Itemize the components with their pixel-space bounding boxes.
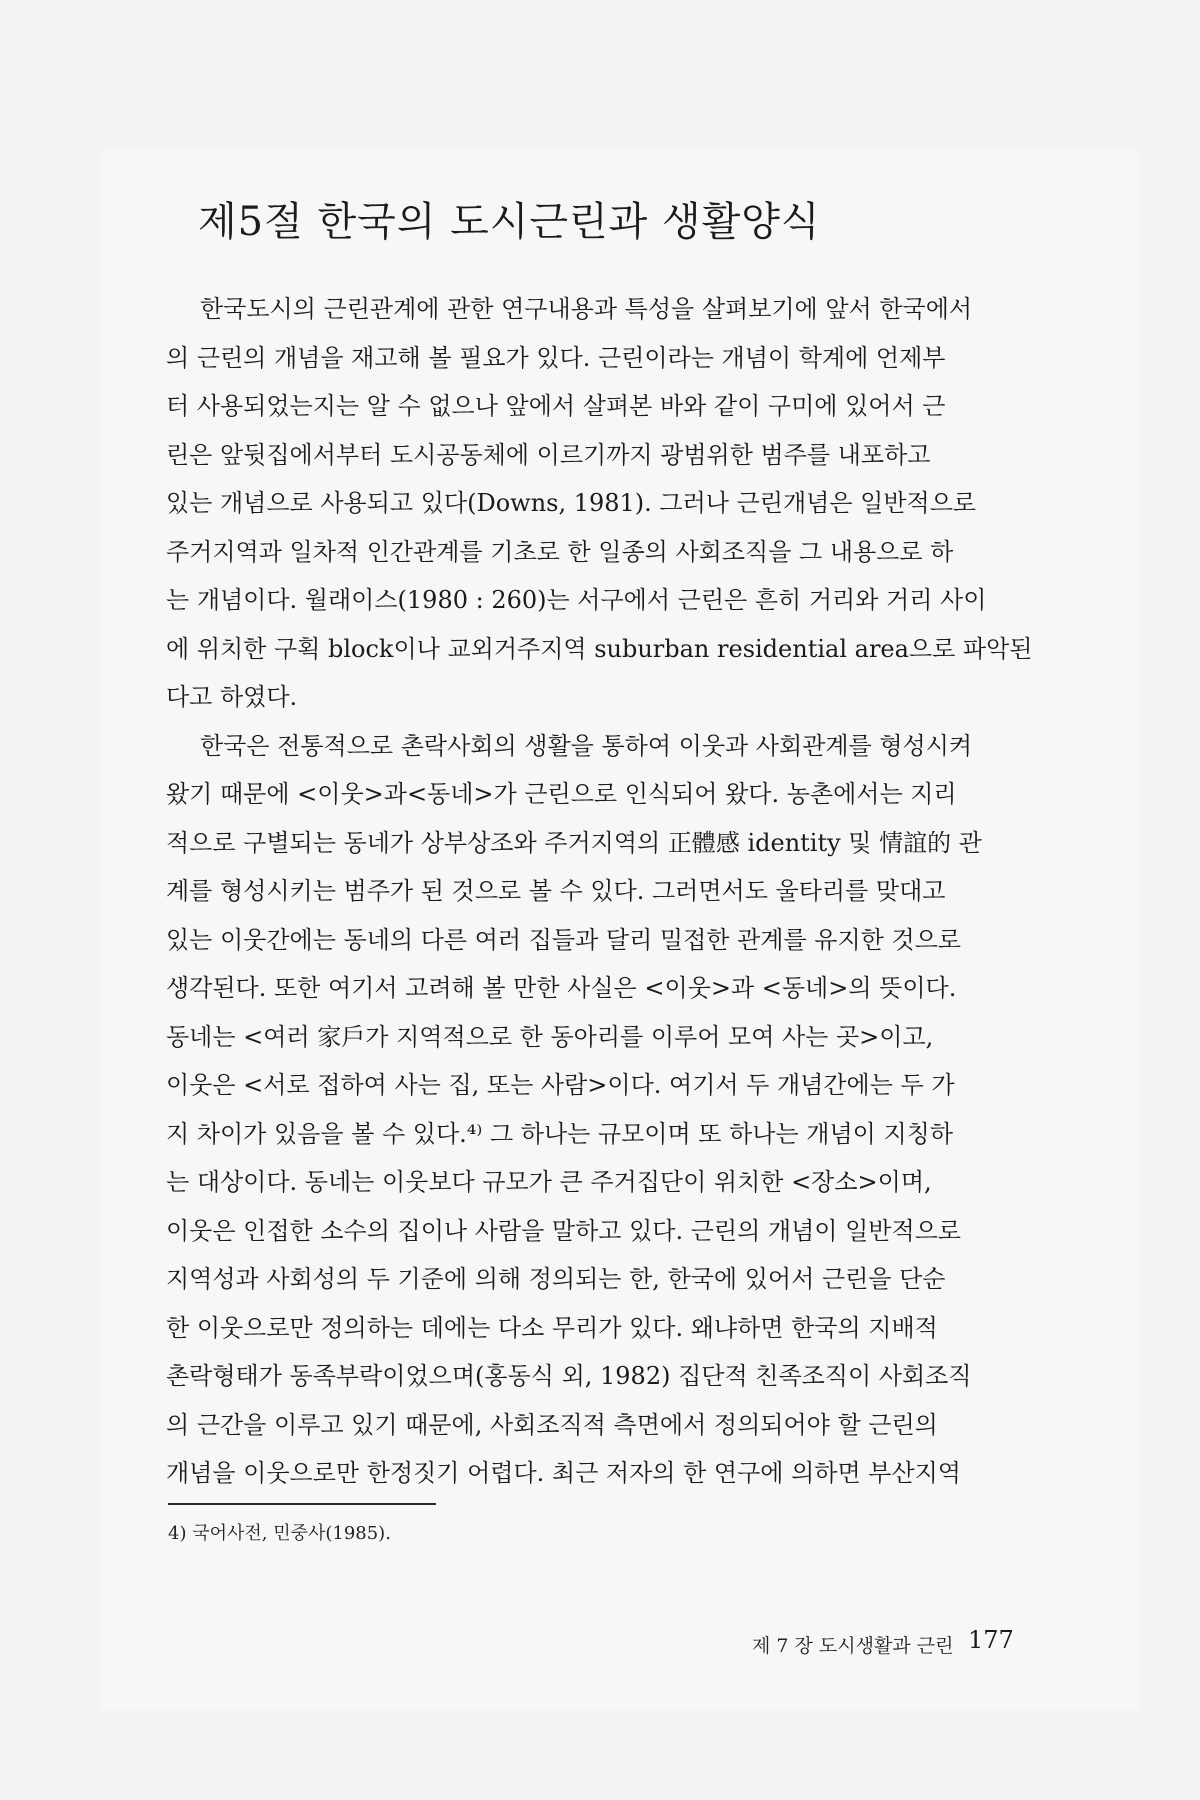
text-line: 개념을 이웃으로만 한정짓기 어렵다. 최근 저자의 한 연구에 의하면 부산지역 [166, 1459, 961, 1487]
text-line: 한국은 전통적으로 촌락사회의 생활을 통하여 이웃과 사회관계를 형성시켜 [200, 731, 973, 760]
text-line: 왔기 때문에 <이웃>과<동네>가 근린으로 인식되어 왔다. 농촌에서는 지리 [166, 780, 957, 808]
text-line: 의 근린의 개념을 재고해 볼 필요가 있다. 근린이라는 개념이 학계에 언제부 [166, 343, 946, 372]
footnote-rule [168, 1503, 436, 1505]
text-line: 한 이웃으로만 정의하는 데에는 다소 무리가 있다. 왜냐하면 한국의 지배적 [166, 1313, 938, 1342]
text-line: 있는 이웃간에는 동네의 다른 여러 집들과 달리 밀접한 관계를 유지한 것으로 [166, 925, 961, 954]
text-line: 적으로 구별되는 동네가 상부상조와 주거지역의 正體感 identity 및 情誼的 관 [166, 828, 982, 857]
footnote: 4) 국어사전, 민중사(1985). [168, 1523, 391, 1544]
text-line: 동네는 <여러 家戶가 지역적으로 한 동아리를 이루어 모여 사는 곳>이고, [166, 1022, 934, 1051]
page-number: 177 [968, 1626, 1014, 1654]
text-line: 린은 앞뒷집에서부터 도시공동체에 이르기까지 광범위한 범주를 내포하고 [166, 440, 931, 469]
text-line: 촌락형태가 동족부락이었으며(홍동식 외, 1982) 집단적 친족조직이 사회조직 [166, 1362, 972, 1390]
paragraph-1 [166, 285, 1054, 722]
text-line: 있는 개념으로 사용되고 있다(Downs, 1981). 그러나 근린개념은 일반적으로 [166, 489, 977, 517]
section-title: 제5절 한국의 도시근린과 생활양식 [198, 199, 821, 245]
text-line: 한국도시의 근린관계에 관한 연구내용과 특성을 살펴보기에 앞서 한국에서 [200, 295, 973, 323]
text-line: 계를 형성시키는 범주가 된 것으로 볼 수 있다. 그러면서도 울타리를 맞대고 [166, 877, 946, 905]
body-text [166, 285, 1054, 1498]
running-footer: 제 7 장 도시생활과 근린 [752, 1635, 954, 1657]
text-line: 생각된다. 또한 여기서 고려해 볼 만한 사실은 <이웃>과 <동네>의 뜻이다. [166, 974, 957, 1002]
paragraph-2 [166, 722, 1054, 1498]
text-line: 의 근간을 이루고 있기 때문에, 사회조직적 측면에서 정의되어야 할 근린의 [166, 1410, 938, 1439]
text-line: 주거지역과 일차적 인간관계를 기초로 한 일종의 사회조직을 그 내용으로 하 [166, 537, 954, 566]
text-line: 지 차이가 있음을 볼 수 있다.⁴⁾ 그 하나는 규모이며 또 하나는 개념이 지칭하 [166, 1119, 954, 1148]
text-line: 이웃은 인접한 소수의 집이나 사람을 말하고 있다. 근린의 개념이 일반적으로 [166, 1216, 961, 1245]
text-line: 다고 하였다. [166, 683, 298, 711]
text-line: 터 사용되었는지는 알 수 없으나 앞에서 살펴본 바와 같이 구미에 있어서 근 [166, 392, 946, 420]
text-line: 는 개념이다. 월래이스(1980 : 260)는 서구에서 근린은 흔히 거리와 거리 사이 [166, 586, 987, 614]
text-line: 지역성과 사회성의 두 기준에 의해 정의되는 한, 한국에 있어서 근린을 단순 [166, 1265, 946, 1293]
text-line: 는 대상이다. 동네는 이웃보다 규모가 큰 주거집단이 위치한 <장소>이며, [166, 1168, 932, 1196]
text-line: 이웃은 <서로 접하여 사는 집, 또는 사람>이다. 여기서 두 개념간에는 두 가 [166, 1071, 955, 1099]
text-line: 에 위치한 구획 block이나 교외거주지역 suburban residential area으로 파악된 [166, 634, 1033, 663]
